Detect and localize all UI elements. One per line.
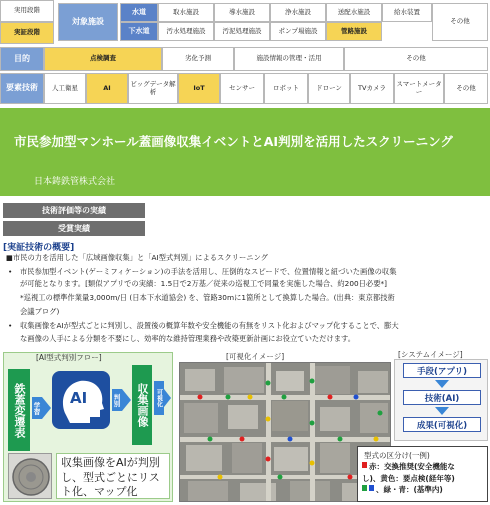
map-label: [可視化イメージ] (226, 352, 285, 361)
water-label: 水道 (120, 3, 158, 22)
tech-other: その他 (444, 73, 488, 104)
tech-smart-meter: スマートメーター (394, 73, 444, 104)
tech-tv-camera: TVカメラ (350, 73, 394, 104)
flow-arrow-learn: 学習 (32, 397, 51, 419)
system-image-panel (394, 359, 488, 441)
legend-box (357, 446, 488, 502)
purpose-info-management: 施設情報の管理・活用 (234, 47, 344, 71)
water-item-supply: 給水装置 (382, 3, 432, 22)
bullet2-line-a: 収集画像をAIが型式ごとに判別し、設置後の概算年数や安全機能の有無をリスト化およびマップ化することで、膨大 (20, 321, 399, 330)
legend-title: 型式の区分け(一例) (364, 451, 430, 460)
sewer-item-sewage: 汚水処理施設 (158, 22, 214, 41)
summary-line: ■市民の力を活用した「広域画像収集」と「AI型式判別」によるスクリーニング (6, 253, 268, 262)
tech-iot: IoT (178, 73, 220, 104)
legend-line-1: 赤：交換推奨(安全機能な (369, 462, 455, 471)
bullet1-line-b: が可能となります。[類似アプリでの実績：1.5日で2万基／従来の巡視工で同量を実施した場合、約200日必要*] (20, 279, 387, 288)
tech-bigdata: ビッグデータ解析 (128, 73, 178, 104)
purpose-deterioration: 劣化予測 (162, 47, 234, 71)
system-step-means: 手段(アプリ) (403, 363, 481, 378)
sewer-item-pump: ポンプ場施設 (270, 22, 326, 41)
tech-satellite: 人工衛星 (44, 73, 86, 104)
ai-flow-panel (3, 352, 173, 502)
target-facility-label: 対象施設 (58, 3, 118, 41)
purpose-inspection: 点検調査 (44, 47, 162, 71)
flow-label: [AI型式判別フロー] (36, 353, 102, 362)
bullet-dot: • (8, 321, 13, 330)
ai-head-text: AI (70, 389, 88, 407)
arrow-down-icon (435, 407, 449, 415)
legend-line-2: し)、黄色：要点検(経年等) (362, 474, 455, 483)
flow-arrow-judge: 判別 (112, 389, 131, 411)
legend-swatch-red (362, 462, 367, 468)
legend-line-3: 、緑・青：(基準内) (376, 485, 443, 494)
legend-swatch-green (362, 485, 367, 491)
purpose-label: 目的 (0, 47, 44, 71)
bullet-dot: • (8, 267, 13, 276)
bullet1-line-a: 市民参加型イベント(ゲーミフィケーション)の手法を活用し、圧倒的なスピードで、位置情報と紐づいた画像の収集 (20, 267, 397, 276)
ai-head-icon (52, 371, 110, 429)
page-title: 市民参加型マンホール蓋画像収集イベントとAI判別を活用したスクリーニング (14, 134, 453, 149)
flow-box-history-table: 鉄蓋変遷表 (8, 369, 30, 451)
flow-caption: 収集画像をAIが判別し、型式ごとにリスト化、マップ化 (56, 453, 170, 499)
manhole-photo (8, 453, 52, 499)
arrow-down-icon (435, 380, 449, 388)
note-line-b: 会議ブログ) (20, 307, 60, 316)
title-band (0, 108, 490, 196)
sewer-item-pipeline: 管路施設 (326, 22, 382, 41)
tech-sensor: センサー (220, 73, 264, 104)
award-bar: 受賞実績 (3, 221, 145, 236)
tech-robot: ロボット (264, 73, 308, 104)
system-step-result: 成果(可視化) (403, 417, 481, 432)
purpose-other: その他 (344, 47, 488, 71)
tech-ai: AI (86, 73, 128, 104)
stage-label: 実用段階 (0, 0, 54, 22)
legend-swatch-blue (369, 485, 374, 491)
system-step-technology: 技術(AI) (403, 390, 481, 405)
section-title: [実証技術の概要] (3, 243, 75, 253)
water-item-purification: 浄水施設 (270, 3, 326, 22)
sewer-label: 下水道 (120, 22, 158, 41)
tech-drone: ドローン (308, 73, 350, 104)
stage-value: 実証段階 (0, 22, 54, 44)
system-label: [システムイメージ] (398, 350, 463, 359)
tech-label: 要素技術 (0, 73, 44, 104)
water-item-intake: 取水施設 (158, 3, 214, 22)
other-target: その他 (432, 3, 488, 41)
sewer-item-sludge: 汚泥処理施設 (214, 22, 270, 41)
flow-box-collected-images: 収集画像 (132, 365, 152, 445)
company-name: 日本鋳鉄管株式会社 (34, 177, 116, 187)
water-item-conveyance: 導水施設 (214, 3, 270, 22)
flow-arrow-visualize: 可視化 (154, 381, 171, 415)
water-item-distribution: 送配水施設 (326, 3, 382, 22)
bullet2-line-b: な画像の人手による分類を不要にし、効率的な維持管理業務や改築更新計画にお役立ていただけます。 (20, 334, 356, 343)
tech-eval-bar: 技術評価等の実績 (3, 203, 145, 218)
note-line-a: *巡視工の標準作業量3,000m/日 (日本下水道協会) を、管路30mに1箇所として換算した場合。(出典：東京都技術 (20, 293, 395, 302)
